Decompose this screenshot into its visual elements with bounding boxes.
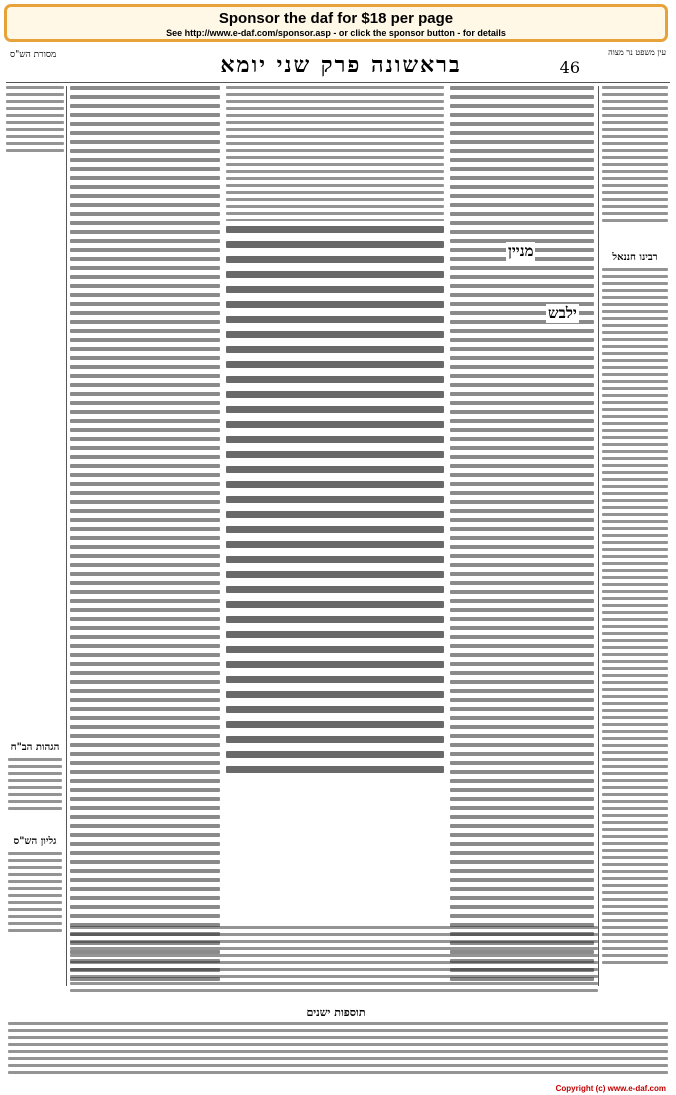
rashi-column bbox=[450, 86, 594, 991]
ein-mishpat-label: עין משפט נר מצוה bbox=[608, 48, 666, 57]
talmud-page bbox=[6, 46, 670, 1086]
gemara-column bbox=[226, 226, 444, 786]
tosafot-yeshanim-text bbox=[8, 1022, 668, 1078]
rashi-keyword-2: ילבש bbox=[548, 304, 577, 322]
page-title: בראשונה פרק שני יומא bbox=[220, 52, 462, 78]
sponsor-banner[interactable] bbox=[4, 4, 668, 42]
sponsor-headline[interactable]: Sponsor the daf for $18 per page bbox=[218, 10, 454, 27]
tosafot-yeshanim-title: תוספות ישנים bbox=[306, 1006, 366, 1019]
page-number: 46 bbox=[559, 58, 580, 77]
left-margin-column bbox=[6, 86, 64, 726]
left-divider bbox=[66, 86, 67, 986]
bottom-commentary bbox=[70, 926, 598, 996]
left-margin-title: גליון הש"ס bbox=[13, 836, 57, 847]
rabbenu-chananel-title: רבינו חננאל bbox=[612, 252, 658, 263]
rashi-keyword-1: מניין bbox=[508, 242, 534, 260]
sponsor-subline[interactable]: See http://www.e-daf.com/sponsor.asp - or click the sponsor button - for details bbox=[166, 28, 506, 38]
left-margin-notes bbox=[8, 852, 62, 992]
left-margin-text bbox=[6, 86, 64, 726]
right-divider bbox=[598, 86, 599, 986]
copyright-link[interactable]: Copyright (c) www.e-daf.com bbox=[555, 1084, 666, 1093]
page-header bbox=[6, 46, 670, 83]
hagahot-notes bbox=[8, 758, 62, 828]
rabbenu-chananel-column bbox=[602, 268, 668, 988]
masoret-hashas-label: מסורת הש"ס bbox=[10, 50, 57, 60]
tosafot-column bbox=[70, 86, 220, 991]
gemara-top-text bbox=[226, 86, 444, 221]
hagahot-title: הגהות הב"ח bbox=[10, 742, 60, 753]
ein-mishpat-column bbox=[602, 86, 668, 246]
